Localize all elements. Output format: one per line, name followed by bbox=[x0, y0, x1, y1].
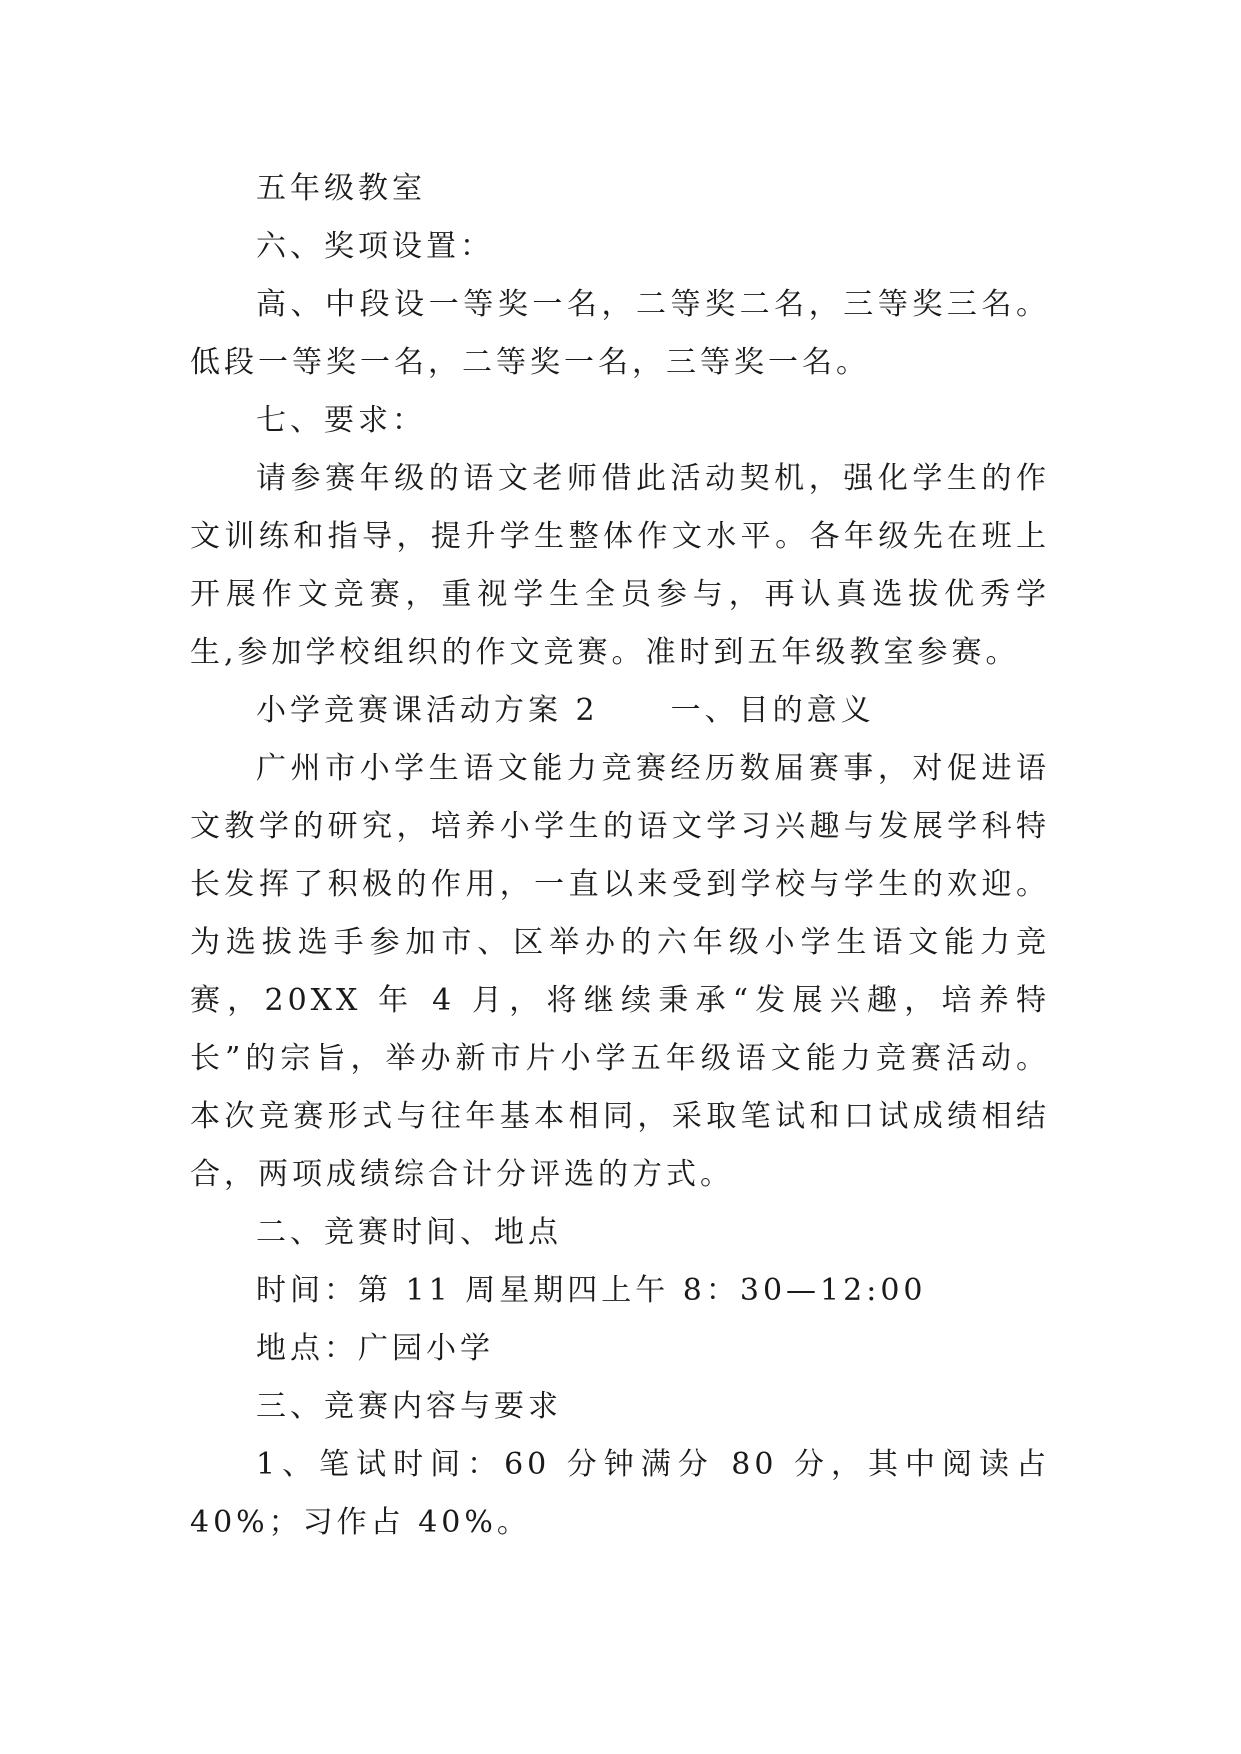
section-purpose-heading: 一、目的意义 bbox=[670, 693, 875, 728]
plan-heading-line bbox=[190, 682, 1050, 740]
heading-requirements: 七、要求： bbox=[256, 403, 426, 438]
heading-time-location: 二、竞赛时间、地点 bbox=[256, 1215, 562, 1250]
plan-title: 小学竞赛课活动方案 2 bbox=[256, 693, 599, 728]
document-body bbox=[190, 160, 1050, 1552]
paragraph-time: 时间：第 11 周星期四上午 8：30—12:00 bbox=[256, 1273, 927, 1308]
paragraph-awards: 高、中段设一等奖一名，二等奖二名，三等奖三名。低段一等奖一名，二等奖一名，三等奖一名。 bbox=[190, 287, 1050, 380]
heading-awards: 六、奖项设置： bbox=[256, 229, 494, 264]
paragraph-classroom: 五年级教室 bbox=[256, 171, 426, 206]
paragraph-purpose: 广州市小学生语文能力竞赛经历数届赛事，对促进语文教学的研究，培养小学生的语文学习兴趣与发展学科特长发挥了积极的作用，一直以来受到学校与学生的欢迎。为选拔选手参加市、区举办的六年级小学生语文能力竞赛，20XX 年 4 月，将继续秉承“发展兴趣，培养特长”的宗旨，举办新市片小学五年级语文能力竞赛活动。本次竞赛形式与往年基本相同，采取笔试和口试成绩相结合，两项成绩综合计分评选的方式。 bbox=[190, 751, 1050, 1192]
paragraph-requirements: 请参赛年级的语文老师借此活动契机，强化学生的作文训练和指导，提升学生整体作文水平。各年级先在班上开展作文竞赛，重视学生全员参与，再认真选拔优秀学生,参加学校组织的作文竞赛。准时到五年级教室参赛。 bbox=[190, 461, 1050, 670]
heading-content-requirements: 三、竞赛内容与要求 bbox=[256, 1389, 562, 1424]
paragraph-written-exam: 1、笔试时间：60 分钟满分 80 分，其中阅读占 40%；习作占 40%。 bbox=[190, 1447, 1050, 1540]
paragraph-location: 地点：广园小学 bbox=[256, 1331, 494, 1366]
